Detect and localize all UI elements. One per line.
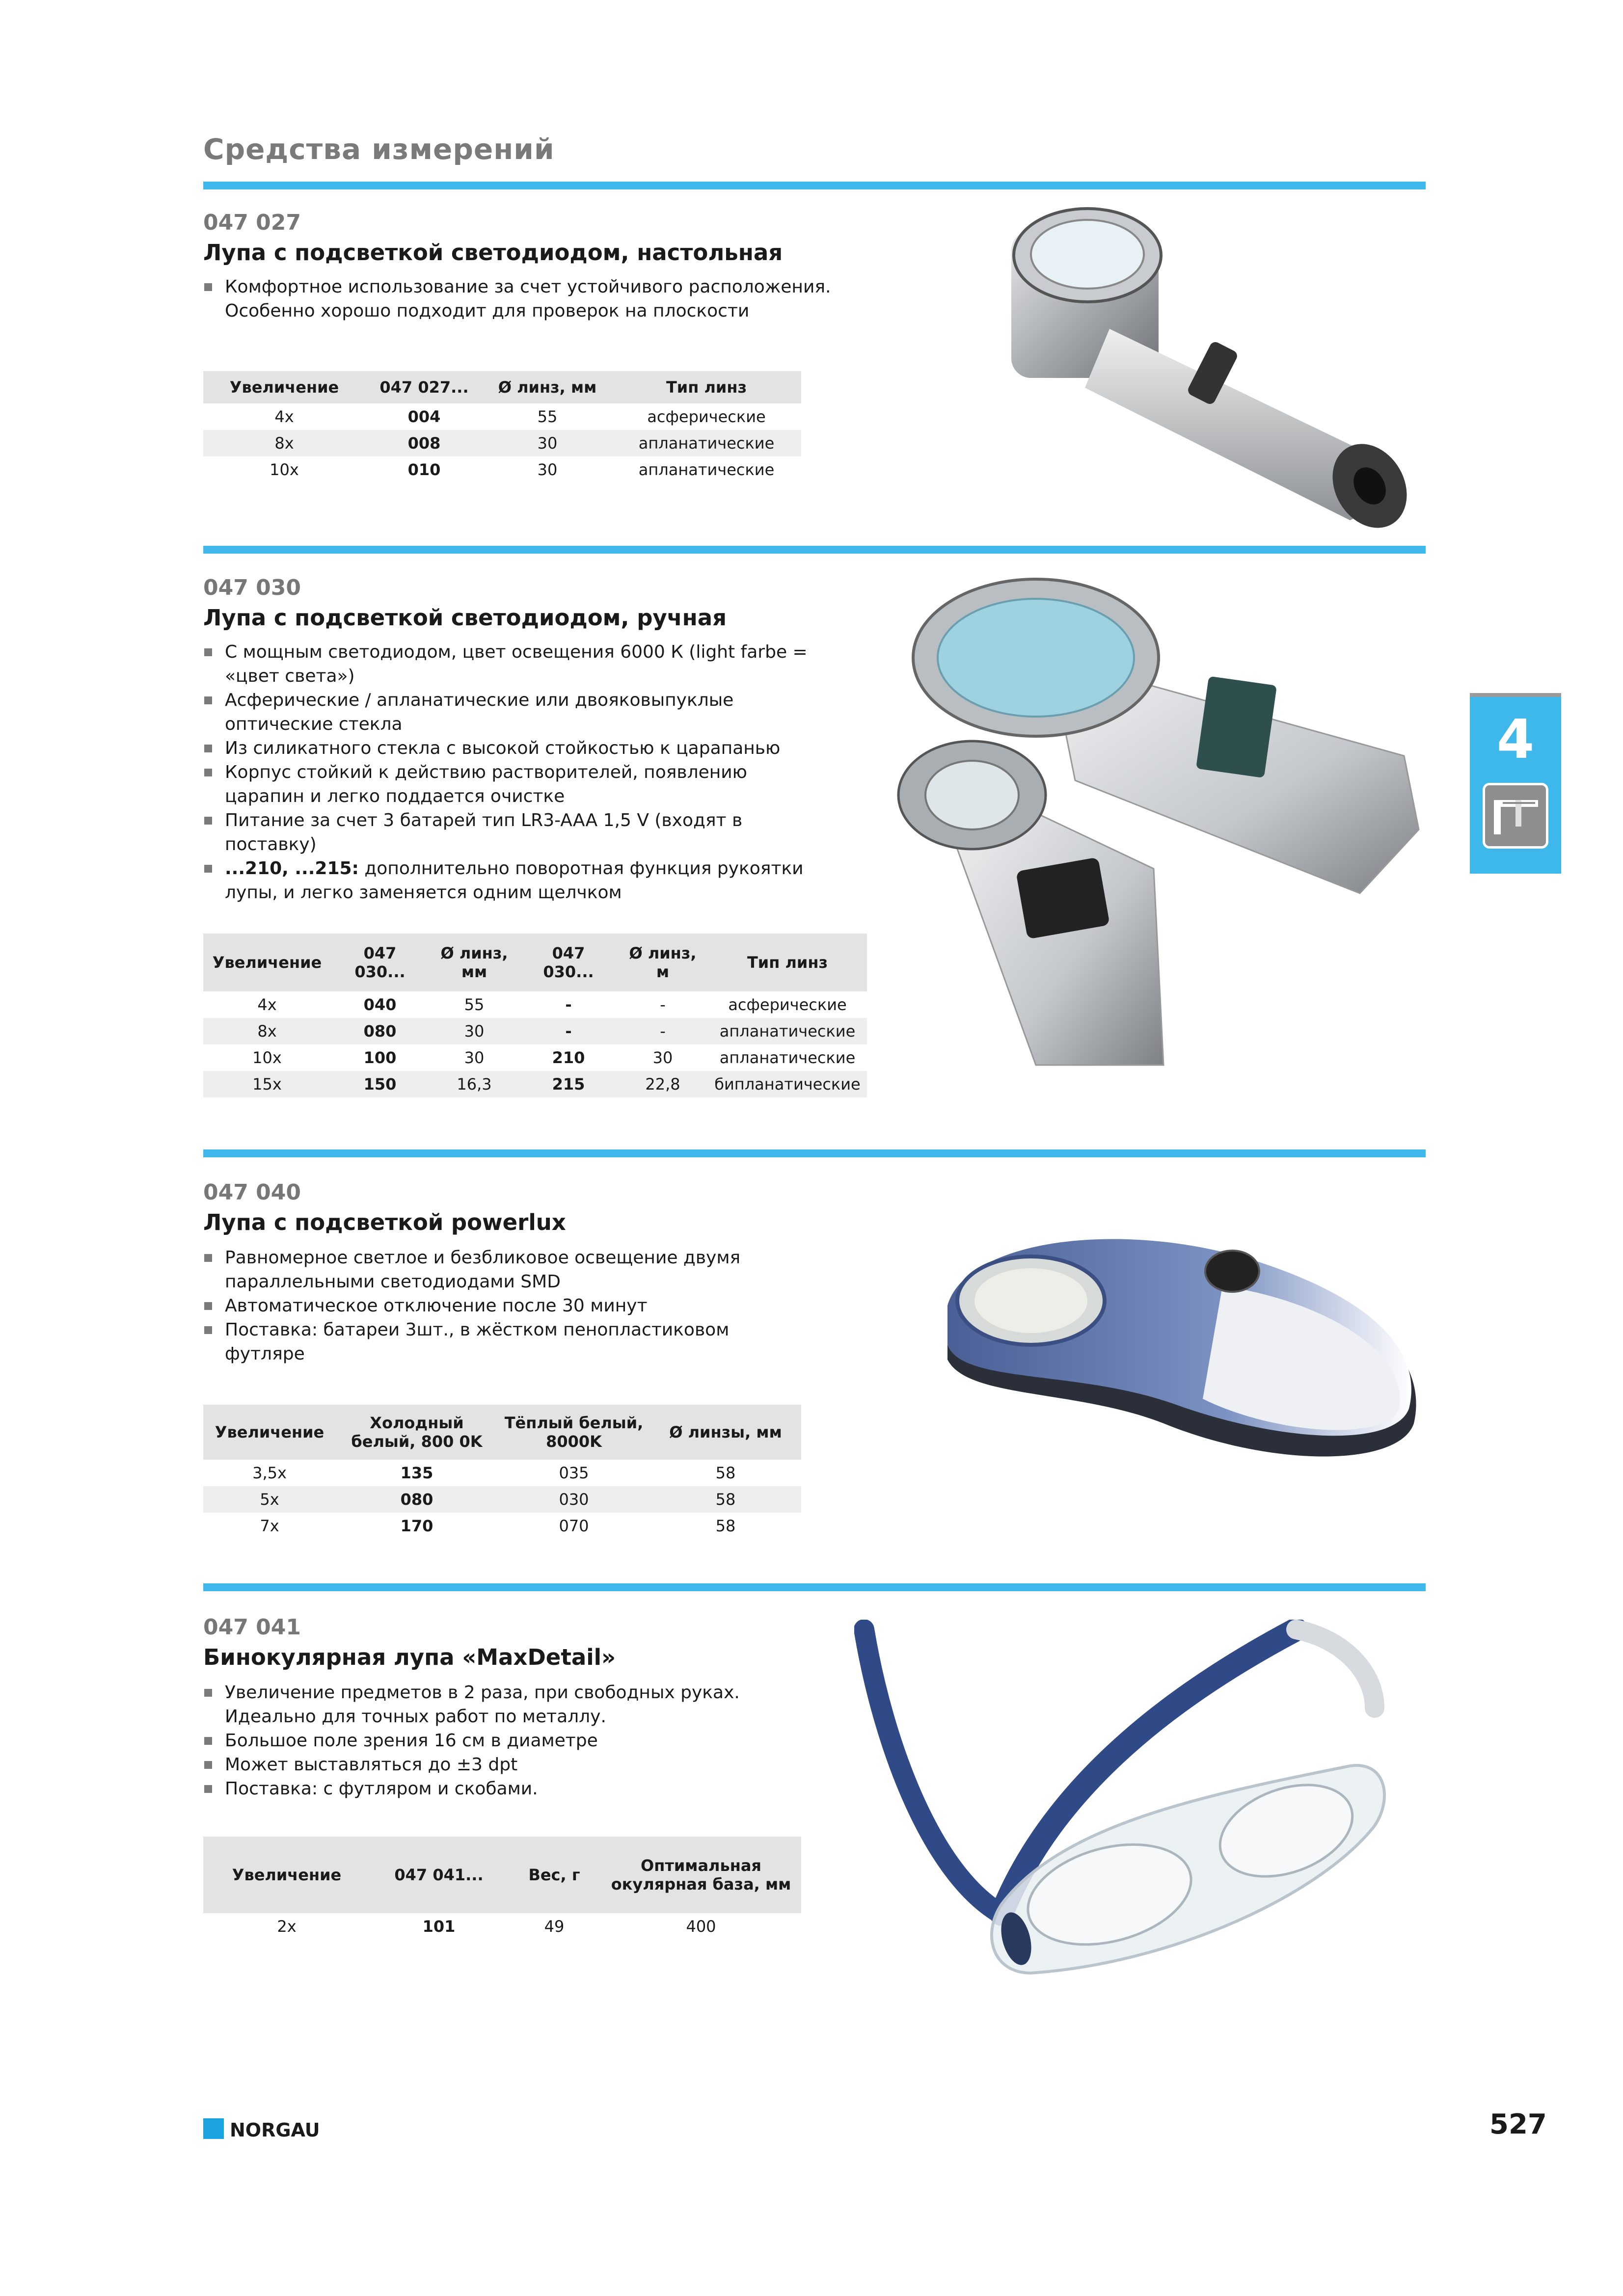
feature-item: Асферические / апланатические или двояковыпуклые оптические стекла [203,688,812,736]
chapter-number: 4 [1496,708,1535,771]
product-title: Лупа с подсветкой светодиодом, ручная [203,605,727,631]
feature-item: Равномерное светлое и безбликовое освещение двумя параллельными светодиодами SMD [203,1246,792,1294]
table-cell: 008 [365,430,483,456]
table-cell: 210 [552,1048,585,1067]
column-header: 047 027... [365,371,483,403]
table-cell: 4x [257,995,277,1014]
feature-item-text: дополнительно поворотная функция рукоятки лупы, и легко заменяется одним щелчком [225,858,804,903]
page-number: 527 [1489,2109,1547,2140]
feature-item: Автоматическое отключение после 30 минут [203,1294,792,1318]
table-cell: 5x [203,1486,336,1513]
feature-item: Большое поле зрения 16 см в диаметре [203,1729,753,1753]
table-cell: асферические [728,995,847,1014]
table-cell: 15x [203,1071,331,1097]
feature-list [203,1246,792,1366]
column-header: Увеличение [203,1405,336,1460]
feature-list [203,640,812,905]
powerlux-magnifier-image [928,1212,1438,1477]
feature-list [203,1681,753,1801]
column-header: Холодный белый, 800 0K [336,1405,498,1460]
feature-item: Комфортное использование за счет устойчивого расположения. Особенно хорошо подходит для проверок на плоскости [203,275,841,323]
column-header: 047 041... [370,1837,508,1913]
table-cell: 58 [650,1486,801,1513]
table-cell: бипланатические [708,1071,867,1097]
chapter-tab-bar [1470,693,1561,697]
caliper-icon-glyph [1485,785,1546,846]
chapter-tab [1470,697,1561,874]
product-title: Бинокулярная лупа «MaxDetail» [203,1644,616,1670]
brand-logo-mark [203,2118,224,2139]
table-cell: 30 [429,1018,519,1044]
feature-item: Корпус стойкий к действию растворителей, появлению царапин и легко поддается очистке [203,760,812,808]
handheld-led-magnifiers-image [889,574,1438,1095]
feature-item: Увеличение предметов в 2 раза, при свободных руках. Идеально для точных работ по металлу. [203,1681,753,1729]
feature-item [203,856,812,905]
product-title: Лупа с подсветкой powerlux [203,1209,566,1235]
table-cell: 55 [537,407,558,426]
spec-table [203,1405,801,1539]
table-cell: 080 [336,1486,498,1513]
column-header: Ø линз, мм [429,934,519,991]
table-row [203,1913,801,1940]
feature-item: Может выставляться до ±3 dpt [203,1753,753,1777]
column-header: Ø линз, мм [483,371,612,403]
column-header: 047 030... [519,934,618,991]
table-cell: 30 [483,430,612,456]
table-cell: апланатические [638,460,775,479]
column-header: Увеличение [203,371,365,403]
feature-list [203,275,841,323]
table-cell: 030 [498,1486,650,1513]
table-cell: 7x [260,1517,279,1535]
spec-table [203,934,867,1097]
column-header: Увеличение [203,1837,370,1913]
table-row [203,991,867,1018]
table-cell: 58 [715,1464,736,1482]
table-cell: 4x [274,407,294,426]
page-title: Средства измерений [203,133,555,166]
table-row [203,1460,801,1486]
feature-item: Питание за счет 3 батарей тип LR3-AAA 1,5 V (входят в поставку) [203,808,812,856]
section-divider [203,182,1426,189]
table-cell: 58 [715,1517,736,1535]
table-cell: - [565,995,572,1014]
table-cell: асферические [647,407,766,426]
table-cell: 8x [203,1018,331,1044]
spec-table [203,1837,801,1940]
spec-table [203,371,801,483]
feature-item-bold: ...210, ...215: [225,858,359,879]
table-row [203,456,801,483]
product-title: Лупа с подсветкой светодиодом, настольная [203,240,783,266]
table-cell: 035 [559,1464,589,1482]
section-divider [203,1583,1426,1591]
table-row [203,1018,867,1044]
table-cell: 55 [464,995,485,1014]
column-header: Увеличение [203,934,331,991]
table-cell: 040 [363,995,397,1014]
table-cell: 170 [400,1517,433,1535]
table-cell: 49 [544,1917,565,1936]
table-cell: 080 [331,1018,429,1044]
binocular-magnifier-glasses-image [854,1620,1443,2002]
feature-item: С мощным светодиодом, цвет освещения 6000 К (light farbe = «цвет света») [203,640,812,688]
table-cell: - [618,1018,708,1044]
product-code: 047 030 [203,575,301,600]
table-cell: 101 [422,1917,456,1936]
table-row [203,1071,867,1097]
column-header: Ø линз, м [618,934,708,991]
table-cell: 2x [277,1917,297,1936]
caliper-icon [1483,783,1548,849]
column-header: Тёплый белый, 8000K [498,1405,650,1460]
feature-item: Поставка: с футляром и скобами. [203,1777,753,1801]
table-cell: 8x [203,430,365,456]
tabletop-led-magnifier-image [987,201,1409,535]
table-cell: 30 [537,460,558,479]
table-row [203,1486,801,1513]
table-cell: 150 [331,1071,429,1097]
column-header: Вес, г [508,1837,601,1913]
table-row [203,430,801,456]
column-header: 047 030... [331,934,429,991]
table-cell: апланатические [719,1048,856,1067]
product-code: 047 040 [203,1180,301,1205]
table-cell: 400 [686,1917,716,1936]
table-cell: апланатические [612,430,801,456]
table-cell: 215 [519,1071,618,1097]
table-cell: 10x [270,460,299,479]
brand-name: NORGAU [230,2119,320,2141]
section-divider [203,1149,1426,1157]
table-cell: 100 [363,1048,397,1067]
product-code: 047 041 [203,1615,301,1640]
feature-item: Из силикатного стекла с высокой стойкостью к царапанью [203,736,812,760]
table-cell: 3,5x [252,1464,287,1482]
table-cell: - [519,1018,618,1044]
table-cell: 004 [407,407,441,426]
table-row [203,1044,867,1071]
table-cell: апланатические [708,1018,867,1044]
table-cell: 22,8 [618,1071,708,1097]
section-divider [203,546,1426,554]
table-row [203,403,801,430]
table-cell: 135 [400,1464,433,1482]
table-cell: 070 [559,1517,589,1535]
column-header: Ø линзы, мм [650,1405,801,1460]
table-cell: 30 [464,1048,485,1067]
table-cell: 10x [252,1048,282,1067]
column-header: Оптимальная окулярная база, мм [601,1837,801,1913]
table-cell: - [660,995,666,1014]
product-code: 047 027 [203,210,301,235]
table-row [203,1513,801,1539]
table-cell: 30 [652,1048,673,1067]
table-cell: 16,3 [429,1071,519,1097]
column-header: Тип линз [708,934,867,991]
feature-item: Поставка: батареи 3шт., в жёстком пенопластиковом футляре [203,1318,792,1366]
table-cell: 010 [407,460,441,479]
column-header: Тип линз [612,371,801,403]
